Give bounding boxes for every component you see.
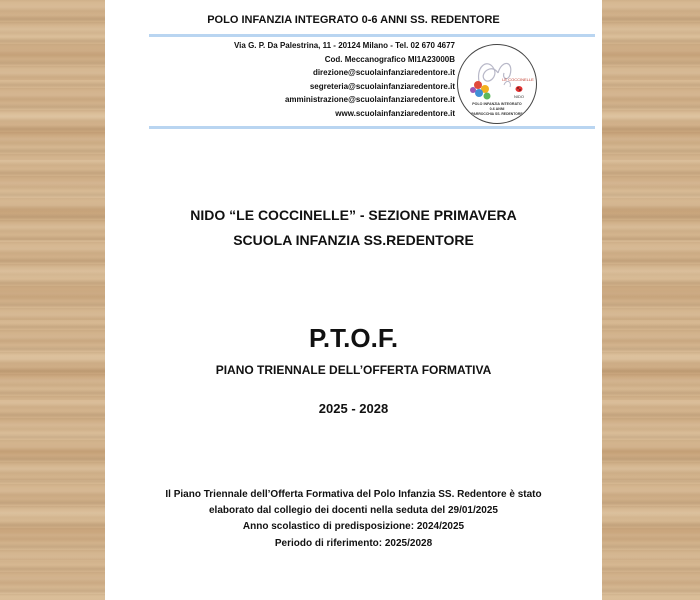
footer-line-4: Periodo di riferimento: 2025/2028 xyxy=(274,538,433,549)
header-email-direzione: direzione@scuolainfanziaredentore.it xyxy=(312,68,455,77)
document-title: P.T.O.F. xyxy=(308,323,399,353)
footer-line-3: Anno scolastico di predisposizione: 2024/2025 xyxy=(242,521,465,532)
footer-line-2: elaborato dal collegio dei docenti nella seduta del 29/01/2025 xyxy=(209,505,498,516)
logo-text-nido: NIDO xyxy=(514,94,524,99)
logo-text-polo-1: POLO INFANZIA INTEGRATO xyxy=(472,102,522,106)
header-email-segreteria: segreteria@scuolainfanziaredentore.it xyxy=(309,82,455,91)
header-email-amministrazione: amministrazione@scuolainfanziaredentore.it xyxy=(284,95,455,104)
header-website: www.scuolainfanziaredentore.it xyxy=(335,109,455,118)
school-line-2: SCUOLA INFANZIA SS.REDENTORE xyxy=(233,232,474,248)
header-rule-bottom xyxy=(149,126,595,129)
header-code: Cod. Meccanografico MI1A23000B xyxy=(324,55,455,64)
school-line-1: NIDO “LE COCCINELLE” - SEZIONE PRIMAVERA xyxy=(190,207,517,223)
document-subtitle: PIANO TRIENNALE DELL’OFFERTA FORMATIVA xyxy=(215,363,492,377)
document-years: 2025 - 2028 xyxy=(318,401,389,416)
footer-line-1: Il Piano Triennale dell’Offerta Formativa del Polo Infanzia SS. Redentore è stato xyxy=(165,489,542,500)
school-logo xyxy=(457,44,537,124)
logo-text-polo-2: 0-6 ANNI xyxy=(489,107,505,111)
logo-text-coccinelle: LE COCCINELLE xyxy=(502,77,534,82)
header-rule-top xyxy=(149,34,595,37)
logo-text-polo-3: PARROCCHIA SS. REDENTORE xyxy=(471,112,523,116)
document-page xyxy=(105,0,602,600)
header-title: POLO INFANZIA INTEGRATO 0-6 ANNI SS. REDENTORE xyxy=(207,14,500,26)
school-logo-graphic xyxy=(458,45,536,123)
header-address: Via G. P. Da Palestrina, 11 - 20124 Milano - Tel. 02 670 4677 xyxy=(233,41,455,50)
